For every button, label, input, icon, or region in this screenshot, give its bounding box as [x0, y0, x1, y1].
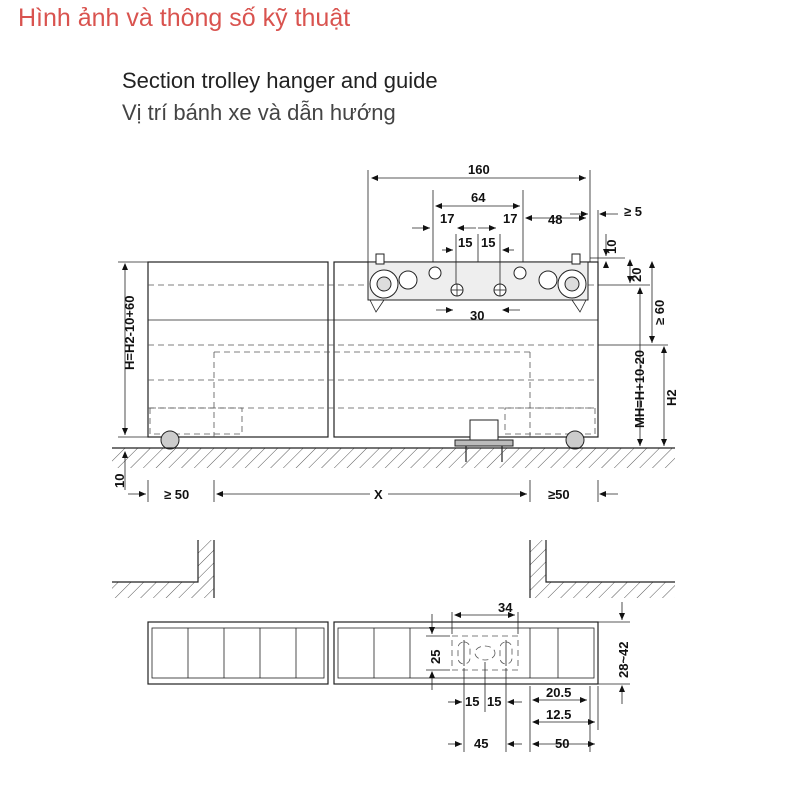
dim-160: 160 [468, 162, 490, 177]
dim-15b: 15 [481, 235, 496, 250]
plan-panel-left [148, 622, 328, 684]
dim-15a: 15 [458, 235, 473, 250]
section-title-vi: Vị trí bánh xe và dẫn hướng [122, 100, 396, 125]
dim-30: 30 [470, 308, 485, 323]
bottom-wheel-right-icon [566, 431, 584, 449]
dim-45: 45 [474, 736, 489, 751]
bottom-wheel-left-icon [161, 431, 179, 449]
trolley-hanger-icon [368, 254, 588, 312]
dim-5: ≥ 5 [624, 204, 642, 219]
plan-view [112, 540, 675, 684]
dim-20: 20 [629, 267, 644, 282]
dim-gap-right: ≥50 [548, 487, 570, 502]
page-title: Hình ảnh và thông số kỹ thuật [18, 4, 351, 32]
dim-12-5: 12.5 [546, 707, 572, 722]
elevation-view [112, 254, 675, 468]
dim-64: 64 [471, 190, 486, 205]
dim-floor-10: 10 [112, 473, 127, 488]
dim-gap-left: ≥ 50 [164, 487, 190, 502]
dim-50: 50 [555, 736, 570, 751]
dim-25: 25 [428, 649, 443, 664]
dim-60: ≥ 60 [652, 299, 667, 325]
section-title-en: Section trolley hanger and guide [122, 68, 438, 93]
dim-10: 10 [604, 239, 619, 254]
door-panel-left [148, 262, 328, 437]
dim-48: 48 [548, 212, 563, 227]
dim-17a: 17 [440, 211, 455, 226]
dim-h: H=H2-10+60 [122, 295, 137, 370]
dim-mh: MH=H+10-20 [632, 349, 647, 428]
dim-34: 34 [498, 600, 513, 615]
dim-20-5: 20.5 [546, 685, 572, 700]
dim-17b: 17 [503, 211, 518, 226]
floor [112, 448, 675, 468]
dim-x: X [374, 487, 383, 502]
dim-28-42: 28~42 [616, 641, 631, 678]
dim-h2: H2 [664, 389, 679, 406]
dim-15b-plan: 15 [487, 694, 502, 709]
dim-15a-plan: 15 [465, 694, 480, 709]
plan-dimensions [426, 600, 631, 752]
floor-guide-icon [470, 420, 498, 440]
